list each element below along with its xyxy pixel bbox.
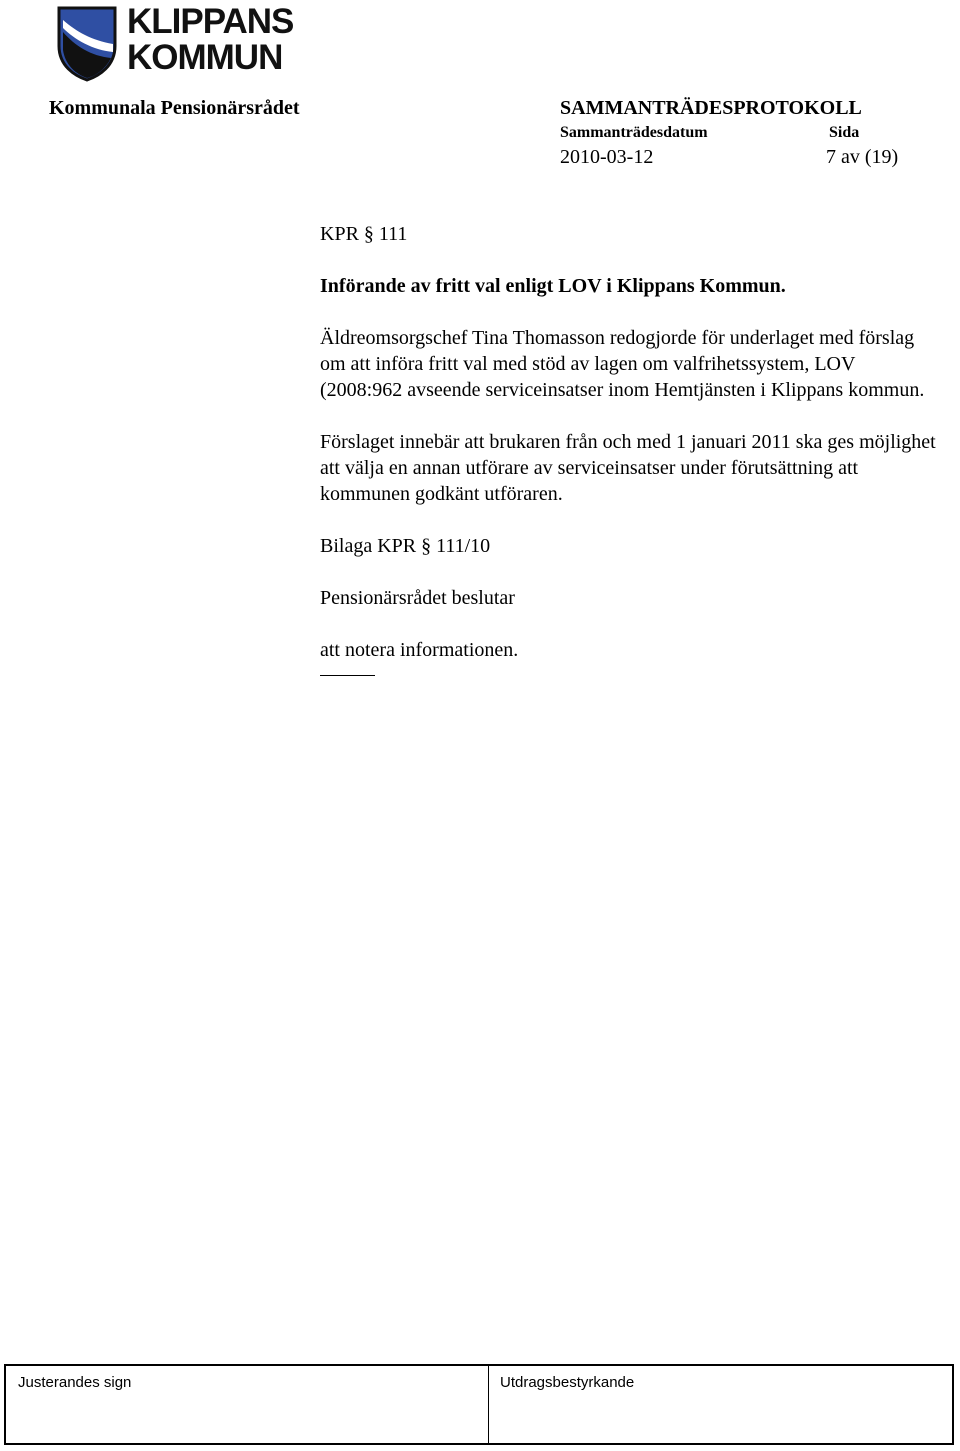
meeting-date: 2010-03-12: [560, 146, 654, 168]
body-paragraph-1: Äldreomsorgschef Tina Thomasson redogjorde för underlaget med förslag om att införa fritt val med stöd av lagen om valfrihetssystem, LOV (2008:962 avseende serviceinsatser inom Hemtjänsten i Klippans kommun.: [320, 327, 925, 401]
document-type: SAMMANTRÄDESPROTOKOLL: [560, 97, 862, 119]
logo-line-2: KOMMUN: [127, 38, 283, 77]
coat-of-arms-icon: [57, 6, 117, 82]
section-title: Införande av fritt val enligt LOV i Klippans Kommun.: [320, 275, 786, 297]
signature-footer: [4, 1364, 954, 1445]
municipality-logo: [57, 2, 317, 82]
page-label: Sida: [829, 124, 860, 141]
organization-name: Kommunala Pensionärsrådet: [49, 97, 300, 119]
logo-line-1: KLIPPANS: [127, 2, 294, 41]
decision-text: att notera informationen.: [320, 639, 519, 661]
signature-field-label: Justerandes sign: [18, 1374, 132, 1391]
certification-field-label: Utdragsbestyrkande: [500, 1374, 635, 1391]
attachment-reference: Bilaga KPR § 111/10: [320, 535, 491, 557]
paragraph-reference: KPR § 111: [320, 223, 408, 245]
body-paragraph-2: Förslaget innebär att brukaren från och med 1 januari 2011 ska ges möjlighet att välja en annan utförare av serviceinsatser under förutsättning att kommunen godkänt utföraren.: [320, 431, 936, 505]
logo-wordmark: [127, 4, 293, 76]
decision-heading: Pensionärsrådet beslutar: [320, 587, 515, 609]
footer-divider: [488, 1366, 489, 1443]
date-label: Sammanträdesdatum: [560, 124, 708, 141]
document-body: [320, 221, 940, 676]
section-end-line: [320, 675, 375, 676]
page-number: 7 av (19): [826, 146, 899, 168]
